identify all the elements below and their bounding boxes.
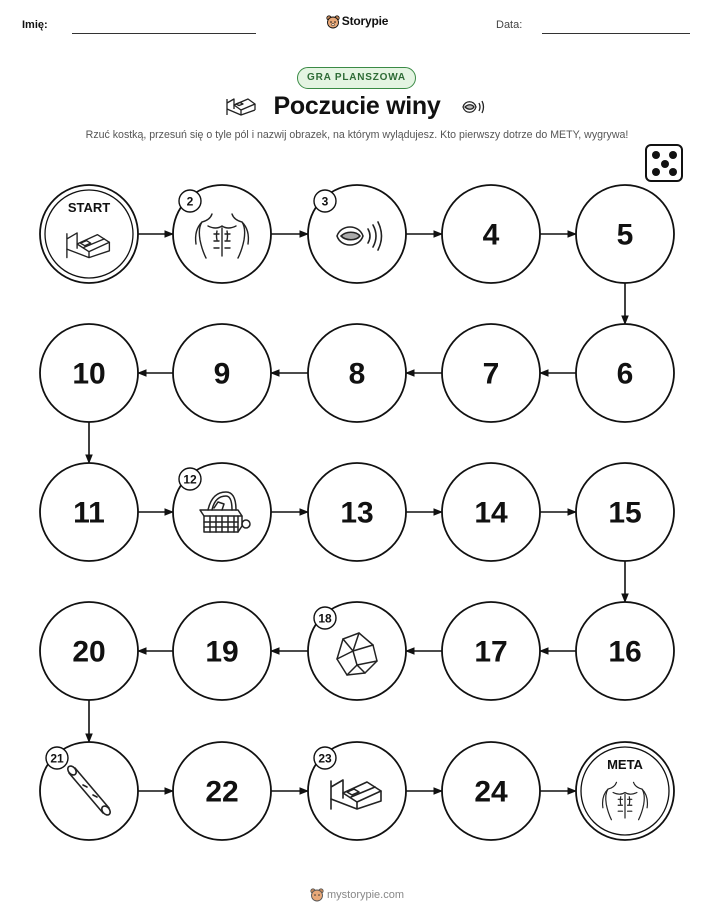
cell-number: 4: [482, 218, 500, 252]
cell-number: 13: [340, 496, 374, 530]
board-cell-7[interactable]: [442, 324, 540, 422]
board-cell-20[interactable]: [40, 602, 138, 700]
board-cell-9[interactable]: [173, 324, 271, 422]
board-cell-8[interactable]: [308, 324, 406, 422]
board-cell-10[interactable]: [40, 324, 138, 422]
start-label: START: [67, 200, 111, 215]
board-cell-19[interactable]: [173, 602, 271, 700]
bear-logo-icon: [310, 888, 324, 902]
finish-label: META: [607, 757, 643, 772]
cell-number: 19: [205, 635, 239, 669]
board-cell-24[interactable]: [442, 742, 540, 840]
footer: [0, 888, 714, 902]
board-cell-13[interactable]: [308, 463, 406, 561]
board-cell-17[interactable]: [442, 602, 540, 700]
cell-number: 20: [72, 635, 106, 669]
cell-number: 14: [474, 496, 508, 530]
date-label: Data:: [496, 19, 523, 31]
board-cell-16[interactable]: [576, 602, 674, 700]
cell-number: 2: [186, 194, 194, 209]
page-title: Poczucie winy: [273, 92, 441, 120]
board-cell-4[interactable]: [442, 185, 540, 283]
board-cell-11[interactable]: [40, 463, 138, 561]
brand-name: Storypie: [341, 14, 389, 28]
board-cell-6[interactable]: [576, 324, 674, 422]
cell-number: 24: [474, 775, 508, 809]
cell-number: 21: [50, 751, 64, 766]
board-cell-14[interactable]: [442, 463, 540, 561]
cell-number: 11: [73, 496, 105, 530]
cell-number: 17: [474, 635, 508, 669]
footer-url: mystorypie.com: [326, 888, 405, 901]
cell-number: 10: [72, 357, 106, 391]
cell-number: 22: [205, 775, 239, 809]
cell-number: 18: [318, 611, 332, 626]
cell-number: 8: [348, 357, 366, 391]
board-cell-1[interactable]: [40, 185, 138, 283]
name-label: Imię:: [22, 19, 48, 31]
cell-number: 6: [616, 357, 634, 391]
board-cell-18[interactable]: [308, 602, 406, 700]
cell-number: 23: [318, 751, 332, 766]
board-cell-22[interactable]: [173, 742, 271, 840]
board-cell-5[interactable]: [576, 185, 674, 283]
cell-number: 5: [616, 218, 634, 252]
cell-number: 3: [321, 194, 329, 209]
cell-number: 16: [608, 635, 642, 669]
cell-number: 15: [608, 496, 642, 530]
board-cell-23[interactable]: [308, 742, 406, 840]
board-cell-21[interactable]: [40, 742, 138, 840]
board-cell-2[interactable]: [173, 185, 271, 283]
category-badge: GRA PLANSZOWA: [297, 67, 416, 89]
board-cell-25[interactable]: [576, 742, 674, 840]
cell-number: 12: [183, 472, 197, 487]
cell-number: 9: [213, 357, 231, 391]
board-cell-15[interactable]: [576, 463, 674, 561]
board-cell-3[interactable]: [308, 185, 406, 283]
cell-number: 7: [482, 357, 500, 391]
board-cell-12[interactable]: [173, 463, 271, 561]
game-instructions: Rzuć kostką, przesuń się o tyle pól i nazwij obrazek, na którym wylądujesz. Kto pierwszy dotrze do METY, wygrywa!: [85, 129, 629, 141]
